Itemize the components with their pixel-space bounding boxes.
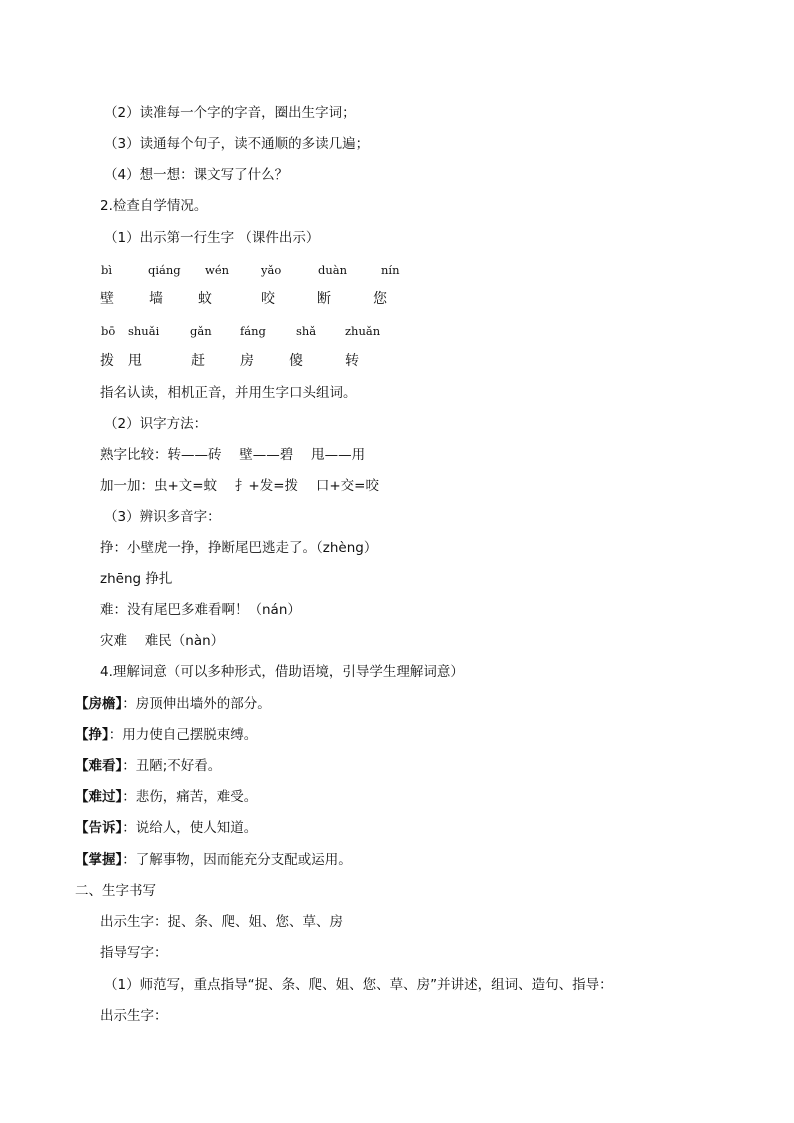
polyphone-nan: 难：没有尾巴多难看啊！（nán） [100,602,301,618]
pinyin-fang: fáng [240,324,266,338]
guide-writing: 指导写字： [100,945,168,961]
polyphone-zheng: 挣：小壁虎一挣，挣断尾巴逃走了。（zhèng） [100,540,378,556]
definition-text: ：丑陋;不好看。 [122,758,222,774]
pinyin-shuai: shuǎi [128,324,160,338]
polyphone-zheng-word: zhēng 挣扎 [100,571,173,587]
pinyin-yao: yǎo [261,263,282,277]
step-read-sentences: （3）读通每个句子，读不通顺的多读几遍； [104,136,370,152]
definition-text: ：悲伤，痛苦，难受。 [122,789,258,805]
section-check-selfstudy: 2.检查自学情况。 [100,198,208,214]
char-shuai: 甩 [128,353,142,369]
definition-item [75,850,352,870]
step-think: （4）想一想：课文写了什么？ [104,167,289,183]
definition-text: ：说给人，使人知道。 [122,820,258,836]
definition-item [75,694,271,714]
char-sha: 傻 [289,353,303,369]
method-compare: 熟字比较：转——砖 壁——碧 甩——用 [100,447,366,463]
definition-item [75,725,257,745]
definition-text: ：了解事物，因而能充分支配或运用。 [122,852,352,868]
pinyin-qiang: qiáng [148,263,181,277]
step-polyphone: （3）辨识多音字： [104,509,221,525]
pinyin-gan: gǎn [190,324,212,338]
section-understand-words: 4.理解词意（可以多种形式，借助语境，引导学生理解词意） [100,664,464,680]
char-wen: 蚊 [198,291,212,307]
char-yao: 咬 [261,291,275,307]
step-read-pronounce: （2）读准每一个字的字音，圈出生字词； [104,105,356,121]
char-bi: 壁 [100,291,114,307]
section-writing: 二、生字书写 [75,883,156,899]
char-bo: 拨 [100,353,114,369]
char-fang: 房 [240,353,254,369]
char-nin: 您 [373,291,387,307]
definition-item [75,787,257,807]
show-new-chars-2: 出示生字： [100,1008,168,1024]
definition-term: 【难过】 [75,789,123,805]
definition-text: ：用力使自己摆脱束缚。 [108,727,258,743]
definition-term: 【房檐】 [75,696,123,712]
show-new-chars: 出示生字：捉、条、爬、姐、您、草、房 [100,914,343,930]
method-add: 加一加：虫+文=蚊 扌+发=拨 口+交=咬 [100,478,379,494]
definition-term: 【难看】 [75,758,123,774]
definition-item [75,756,221,776]
instruction-read-aloud: 指名认读，相机正音，并用生字口头组词。 [100,385,357,401]
step-methods: （2）识字方法： [104,416,208,432]
char-duan: 断 [317,291,331,307]
char-qiang: 墙 [149,291,163,307]
polyphone-nan-words: 灾难 难民（nàn） [100,633,225,649]
char-gan: 赶 [191,353,205,369]
definition-text: ：房顶伸出墙外的部分。 [122,696,271,712]
definition-term: 【告诉】 [75,820,123,836]
definition-term: 【掌握】 [75,852,123,868]
pinyin-bo: bō [101,324,116,338]
pinyin-nin: nín [381,263,400,277]
pinyin-zhuan: zhuǎn [345,324,381,338]
pinyin-duan: duàn [318,263,348,277]
pinyin-bi: bì [101,263,113,277]
teacher-demo: （1）师范写，重点指导“捉、条、爬、姐、您、草、房”并讲述，组词、造句、指导： [104,977,613,993]
char-zhuan: 转 [345,353,359,369]
pinyin-wen: wén [205,263,230,277]
definition-item [75,818,257,838]
definition-term: 【挣】 [75,727,109,743]
pinyin-sha: shǎ [296,324,317,338]
step-show-first-row: （1）出示第一行生字 （课件出示） [104,230,320,246]
